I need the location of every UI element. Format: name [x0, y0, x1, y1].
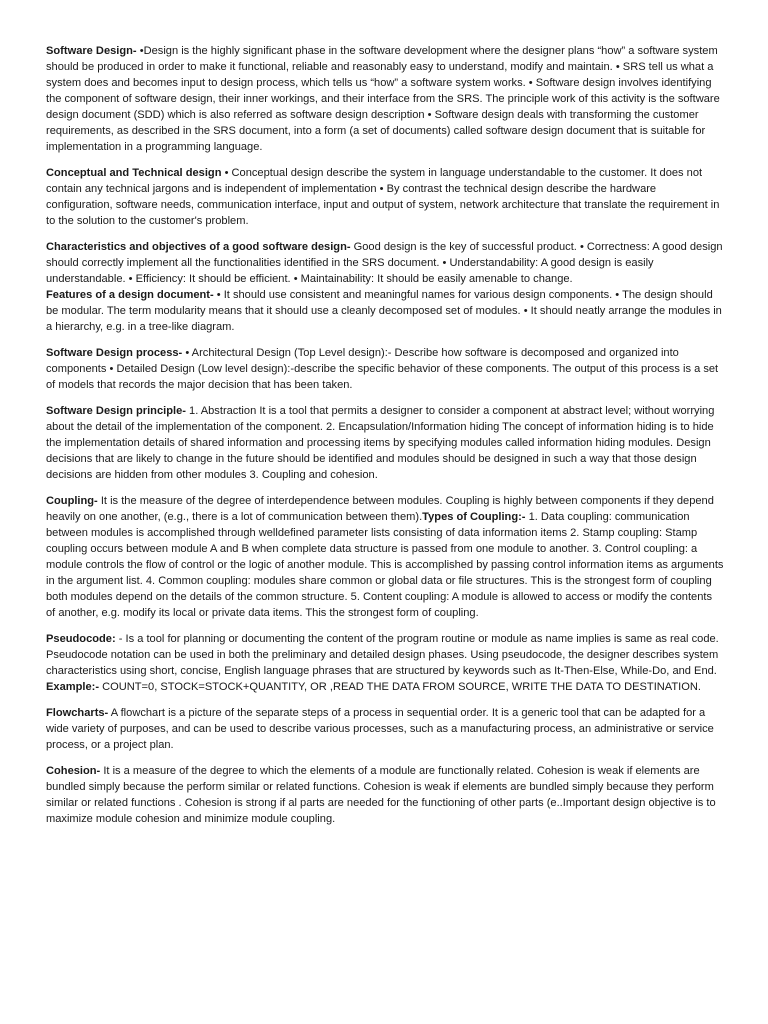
section-heading: Conceptual and Technical design — [46, 167, 222, 179]
section-body: 1. Abstraction It is a tool that permits a designer to consider a component at abstract level; without worrying about the detail of the implementation of the component. 2. Encapsulation/Information hiding The concept of information hiding is to hide the implementation details of shared information and processing items by specifying modules called information hiding modules. Design decisions that are likely to change in the future should be identified and modules should be designed in such a way that those design decisions are hidden from other modules 3. Coupling and cohesion. — [46, 405, 715, 481]
section-flowcharts — [46, 705, 724, 753]
section-heading: Coupling- — [46, 495, 98, 507]
section-heading: Cohesion- — [46, 765, 101, 777]
section-design-principle — [46, 403, 724, 483]
section-body-continued: COUNT=0, STOCK=STOCK+QUANTITY, OR ,READ THE DATA FROM SOURCE, WRITE THE DATA TO DESTINATION. — [99, 681, 701, 693]
section-heading: Features of a design document- — [46, 289, 214, 301]
section-body: • Architectural Design (Top Level design):- Describe how software is decomposed and organized into components • Detailed Design (Low level design):-describe the specific behavior of these components. The output of this process is a set of models that records the major decision that has been taken. — [46, 347, 719, 391]
section-coupling — [46, 493, 724, 621]
section-subheading: Example:- — [46, 681, 100, 693]
section-body: Good design is the key of successful product. • Correctness: A good design should correctly implement all the functionalities identified in the SRS document. • Understandability: A good design is easily understandable. • Efficiency: It should be efficient. • Maintainability: It should be easily amenable to change. — [46, 241, 723, 285]
section-software-design — [46, 43, 724, 155]
section-heading: Characteristics and objectives of a good software design- — [46, 241, 351, 253]
section-heading: Pseudocode: — [46, 633, 116, 645]
section-body: - Is a tool for planning or documenting the content of the program routine or module as name implies is same as real code. Pseudocode notation can be used in both the preliminary and detailed design phases. Using pseudocode, the designer describes system characteristics using short, concise, English language phrases that are structured by keywords such as It-Then-Else, While-Do, and End. — [46, 633, 719, 677]
section-subheading: Types of Coupling:- — [422, 511, 526, 523]
section-body: •Design is the highly significant phase in the software development where the designer plans “how” a software system should be produced in order to make it functional, reliable and reasonably easy to understand, modify and maintain. • SRS tell us what a system does and becomes input to design process, which tells us “how” a software system works. • Software design involves identifying the component of software design, their inner workings, and their interface from the SRS. The principle work of this activity is the software design document (SDD) which is also referred as software design description • Software design deals with transforming the customer requirements, as described in the SRS document, into a form (a set of documents) called software design document that is suitable for implementation in a programming language. — [46, 45, 720, 153]
section-heading: Software Design principle- — [46, 405, 186, 417]
section-body-continued: 1. Data coupling: communication between modules is accomplished through welldefined parameter lists consisting of data information items 2. Stamp coupling: Stamp coupling occurs between module A and B when complete data structure is passed from one module to another. 3. Control coupling: a module controls the flow of control or the logic of another module. This is accomplished by passing control information items as arguments in the argument list. 4. Common coupling: modules share common or global data or file structures. This is the strongest form of coupling both modules depend on the details of the common structure. 5. Content coupling: A module is allowed to access or modify the contents of another, e.g. modify its local or private data items. This the strongest form of coupling. — [46, 511, 724, 619]
section-body: • It should use consistent and meaningful names for various design components. • The design should be modular. The term modularity means that it should use a cleanly decomposed set of modules. • It should neatly arrange the modules in a hierarchy, e.g. in a tree-like diagram. — [46, 289, 722, 333]
section-design-process — [46, 345, 724, 393]
section-body: It is a measure of the degree to which the elements of a module are functionally related. Cohesion is weak if elements are bundled simply because the perform similar or related functions. Cohesion is weak if elements are bundled simply because they perform similar or related functions . Cohesion is strong if al parts are needed for the functioning of other parts (e..Important design objective is to maximize module cohesion and minimize module coupling. — [46, 765, 716, 825]
section-heading: Flowcharts- — [46, 707, 109, 719]
section-body: It is the measure of the degree of interdependence between modules. Coupling is highly between components if they depend heavily on one another, (e.g., there is a lot of communication between them). — [46, 495, 714, 523]
section-characteristics-objectives — [46, 239, 724, 287]
section-features-design-document — [46, 287, 724, 335]
section-body: A flowchart is a picture of the separate steps of a process in sequential order. It is a generic tool that can be adapted for a wide variety of purposes, and can be used to describe various processes, such as a manufacturing process, an administrative or service process, or a project plan. — [46, 707, 714, 751]
section-conceptual-technical-design — [46, 165, 724, 229]
section-cohesion — [46, 763, 724, 827]
document-page — [46, 43, 724, 837]
section-heading: Software Design- — [46, 45, 137, 57]
section-pseudocode — [46, 631, 724, 695]
section-body: • Conceptual design describe the system in language understandable to the customer. It does not contain any technical jargons and is independent of implementation • By contrast the technical design describe the hardware configuration, software needs, communication interface, input and output of system, network architecture that translate the requirement in to the solution to the customer's problem. — [46, 167, 720, 227]
section-heading: Software Design process- — [46, 347, 183, 359]
